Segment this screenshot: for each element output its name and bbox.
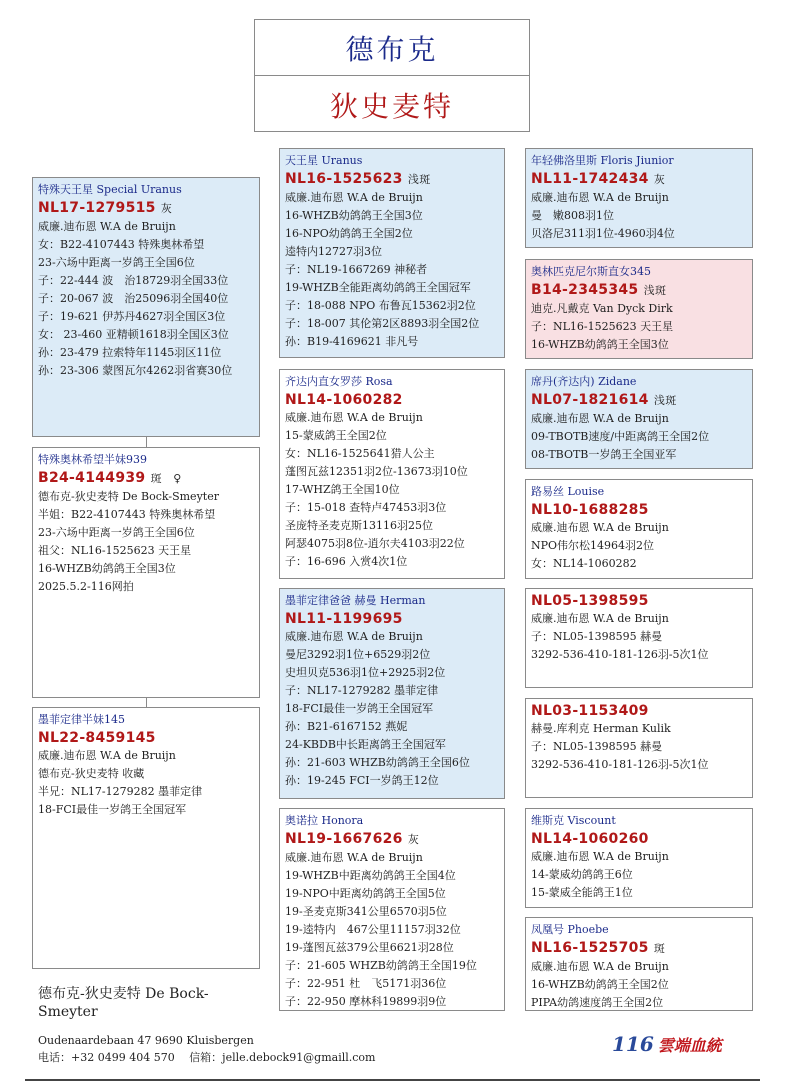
card-line: 威廉.迪布恩 W.A de Bruijn <box>38 220 176 233</box>
card-line: 24-KBDB中长距离鸽王全国冠军 <box>285 738 446 751</box>
logo-number: 116 <box>612 1032 654 1056</box>
card-line: 祖父：NL16-1525623 天王星 <box>38 544 192 557</box>
card-line: 威廉.迪布恩 W.A de Bruijn <box>285 630 423 643</box>
card-line: 威廉.迪布恩 W.A de Bruijn <box>531 191 669 204</box>
feather-color: 浅斑 <box>653 394 677 407</box>
card-title: 奥林匹克尼尔斯直女345 <box>531 265 651 278</box>
card-line: 史坦贝克536羽1位+2925羽2位 <box>285 666 446 679</box>
ring-text: NL14-1060282 <box>285 392 403 408</box>
card-line: 子：22-951 杜 飞5171羽36位 <box>285 977 447 990</box>
card-line: 女：NL14-1060282 <box>531 557 637 570</box>
card-line: 19-圣麦克斯341公里6570羽5位 <box>285 905 447 918</box>
card-line: 赫曼.库利克 Herman Kulik <box>531 722 671 735</box>
ring-text: B14-2345345 <box>531 282 639 298</box>
card-title: 特殊天王星 Special Uranus <box>38 183 182 196</box>
card-title: 墨菲定律爸爸 赫曼 Herman <box>285 594 426 607</box>
ring-number <box>531 939 747 958</box>
card-line: 孙：23-479 拉索特年1145羽区11位 <box>38 346 222 359</box>
pigeon-card-sire <box>279 148 505 358</box>
card-line: 子：19-621 伊苏丹4627羽全国区3位 <box>38 310 226 323</box>
header-line1: 德布克 <box>255 20 529 76</box>
card-line: 孙：23-306 蒙图瓦尔4262羽省赛30位 <box>38 364 233 377</box>
card-line: 子：15-018 查特卢47453羽3位 <box>285 501 447 514</box>
pigeon-card-zidane <box>525 369 753 469</box>
ring-text: NL03-1153409 <box>531 703 649 719</box>
feather-color: 浅斑 <box>643 284 667 297</box>
ring-text: NL11-1742434 <box>531 171 649 187</box>
card-title: 特殊奥林希望半妹939 <box>38 453 147 466</box>
card-line: 子：NL16-1525623 天王星 <box>531 320 674 333</box>
ring-text: NL14-1060260 <box>531 831 649 847</box>
pigeon-card-nl03 <box>525 698 753 798</box>
feather-color: 灰 <box>653 173 666 186</box>
card-line: 16-WHZB幼鸽鸽王全国2位 <box>531 978 669 991</box>
pigeon-card-floris <box>525 148 753 248</box>
connector-line <box>146 698 147 707</box>
ring-number <box>285 610 499 628</box>
ring-text: NL17-1279515 <box>38 200 156 216</box>
card-line: 蓬图瓦兹12351羽2位-13673羽10位 <box>285 465 468 478</box>
feather-color: 斑 ♀ <box>150 472 182 485</box>
card-line: 女： 23-460 亚精顿1618羽全国区3位 <box>38 328 229 341</box>
feather-color: 斑 <box>653 942 666 955</box>
card-line: 曼 嫩808羽1位 <box>531 209 614 222</box>
card-title: 维斯克 Viscount <box>531 814 616 827</box>
ring-text: NL22-8459145 <box>38 730 156 746</box>
card-line: 威廉.迪布恩 W.A de Bruijn <box>531 850 669 863</box>
card-line: 孙：B21-6167152 燕妮 <box>285 720 408 733</box>
ring-number <box>531 501 747 519</box>
card-line: 23-六场中距离一岁鸽王全国6位 <box>38 526 195 539</box>
card-line: 19-蓬图瓦兹379公里6621羽28位 <box>285 941 454 954</box>
feather-color: 浅斑 <box>407 173 431 186</box>
card-line: 23-六场中距离一岁鸽王全国6位 <box>38 256 195 269</box>
site-logo <box>612 1031 722 1057</box>
card-line: 威廉.迪布恩 W.A de Bruijn <box>38 749 176 762</box>
card-line: 09-TBOTB速度/中距离鸽王全国2位 <box>531 430 710 443</box>
card-line: 威廉.迪布恩 W.A de Bruijn <box>531 960 669 973</box>
pigeon-card-viscount <box>525 808 753 908</box>
card-line: 威廉.迪布恩 W.A de Bruijn <box>285 851 423 864</box>
ring-text: NL10-1688285 <box>531 502 649 518</box>
ring-number <box>531 170 747 189</box>
pigeon-card-sibling-145 <box>32 707 260 969</box>
ring-number <box>531 830 747 848</box>
pigeon-card-honora <box>279 808 505 1011</box>
card-line: 15-蒙威鸽王全国2位 <box>285 429 387 442</box>
ring-number <box>531 592 747 610</box>
card-line: 女：NL16-1525641猎人公主 <box>285 447 435 460</box>
card-line: 曼尼3292羽1位+6529羽2位 <box>285 648 431 661</box>
card-line: 德布克-狄史麦特 De Bock-Smeyter <box>38 490 219 503</box>
card-line: 子：NL17-1279282 墨菲定律 <box>285 684 439 697</box>
card-line: 3292-536-410-181-126羽-5次1位 <box>531 648 709 661</box>
ring-number <box>38 469 254 488</box>
card-line: 子：20-067 波 治25096羽全国40位 <box>38 292 229 305</box>
card-line: NPO伟尔松14964羽2位 <box>531 539 655 552</box>
feather-color: 灰 <box>407 833 420 846</box>
card-line: 16-NPO幼鸽鸽王全国2位 <box>285 227 413 240</box>
card-line: 威廉.迪布恩 W.A de Bruijn <box>285 411 423 424</box>
card-line: 子：NL05-1398595 赫曼 <box>531 740 663 753</box>
contact-text: 电话：+32 0499 404 570 信箱：jelle.debock91@gmaill.com <box>38 1051 376 1064</box>
card-line: 威廉.迪布恩 W.A de Bruijn <box>531 612 669 625</box>
card-line: 逵特内12727羽3位 <box>285 245 382 258</box>
breeder-name: 德布克-狄史麦特 De Bock-Smeyter <box>38 986 209 1020</box>
footer-divider <box>25 1079 760 1081</box>
ring-number <box>38 729 254 747</box>
card-title: 路易丝 Louise <box>531 485 605 498</box>
ring-number <box>531 702 747 720</box>
card-line: 15-蒙威全能鸽王1位 <box>531 886 633 899</box>
ring-text: B24-4144939 <box>38 470 146 486</box>
card-line: 子：22-950 摩林科19899羽9位 <box>285 995 447 1008</box>
card-title: 天王星 Uranus <box>285 154 363 167</box>
pigeon-card-herman <box>279 588 505 799</box>
address-text: Oudenaardebaan 47 9690 Kluisbergen <box>38 1034 254 1047</box>
ring-text: NL16-1525623 <box>285 171 403 187</box>
pigeon-card-phoebe <box>525 917 753 1011</box>
card-title: 墨菲定律半妹145 <box>38 713 125 726</box>
ring-number <box>285 830 499 849</box>
card-line: 孙：19-245 FCI一岁鸽王12位 <box>285 774 439 787</box>
header-line2: 狄史麦特 <box>329 89 454 123</box>
card-line: 3292-536-410-181-126羽-5次1位 <box>531 758 709 771</box>
card-line: 子：22-444 波 治18729羽全国33位 <box>38 274 229 287</box>
card-line: 17-WHZ鸽王全国10位 <box>285 483 400 496</box>
card-line: 阿瑟4075羽8位-逍尔夫4103羽22位 <box>285 537 465 550</box>
ring-number <box>285 170 499 189</box>
ring-text: NL07-1821614 <box>531 392 649 408</box>
ring-text: NL11-1199695 <box>285 611 403 627</box>
pigeon-card-dam <box>279 369 505 579</box>
pigeon-card-subject <box>32 177 260 437</box>
ring-number <box>285 391 499 409</box>
card-title: 奥诺拉 Honora <box>285 814 364 827</box>
card-line: 08-TBOTB一岁鸽王全国亚军 <box>531 448 677 461</box>
pigeon-card-dirk <box>525 259 753 359</box>
card-line: 女：B22-4107443 特殊奥林希望 <box>38 238 205 251</box>
pigeon-card-louise <box>525 479 753 579</box>
ring-text: NL16-1525705 <box>531 940 649 956</box>
header-title-box <box>254 19 530 132</box>
breeder-contact <box>38 1032 375 1066</box>
card-title: 凤凰号 Phoebe <box>531 923 609 936</box>
ring-number <box>531 281 747 300</box>
card-line: 19-WHZB中距离幼鸽鸽王全国4位 <box>285 869 456 882</box>
card-line: 圣庞特圣麦克斯13116羽25位 <box>285 519 433 532</box>
card-line: 19-WHZB全能距离幼鸽鸽王全国冠军 <box>285 281 471 294</box>
card-line: 18-FCI最佳一岁鸽王全国冠军 <box>38 803 187 816</box>
ring-number <box>38 199 254 218</box>
ring-text: NL19-1667626 <box>285 831 403 847</box>
ring-text: NL05-1398595 <box>531 593 649 609</box>
card-line: 迪克.凡戴克 Van Dyck Dirk <box>531 302 673 315</box>
card-line: PIPA幼鸽速度鸽王全国2位 <box>531 996 664 1009</box>
card-line: 子：18-007 其伦第2区8893羽全国2位 <box>285 317 480 330</box>
card-title: 席丹(齐达内) Zidane <box>531 375 637 388</box>
pigeon-card-nl05 <box>525 588 753 688</box>
card-line: 半兄：NL17-1279282 墨菲定律 <box>38 785 203 798</box>
card-line: 孙：B19-4169621 非凡号 <box>285 335 419 348</box>
card-title: 齐达内直女罗莎 Rosa <box>285 375 393 388</box>
card-line: 19-NPO中距离幼鸽鸽王全国5位 <box>285 887 446 900</box>
card-line: 子：NL05-1398595 赫曼 <box>531 630 663 643</box>
card-line: 威廉.迪布恩 W.A de Bruijn <box>531 521 669 534</box>
card-line: 16-WHZB幼鸽鸽王全国3位 <box>38 562 176 575</box>
logo-text: 雲端血統 <box>657 1035 722 1055</box>
card-line: 半姐：B22-4107443 特殊奥林希望 <box>38 508 216 521</box>
ring-number <box>531 391 747 410</box>
card-line: 2025.5.2-116网拍 <box>38 580 134 593</box>
card-line: 孙：21-603 WHZB幼鸽鸽王全国6位 <box>285 756 470 769</box>
card-line: 子：NL19-1667269 神秘者 <box>285 263 428 276</box>
card-line: 19-逵特内 467公里11157羽32位 <box>285 923 461 936</box>
connector-line <box>146 437 147 447</box>
card-line: 威廉.迪布恩 W.A de Bruijn <box>531 412 669 425</box>
card-line: 16-WHZB幼鸽鸽王全国3位 <box>531 338 669 351</box>
pigeon-card-sibling-939 <box>32 447 260 698</box>
card-line: 16-WHZB幼鸽鸽王全国3位 <box>285 209 423 222</box>
card-line: 18-FCI最佳一岁鸽王全国冠军 <box>285 702 434 715</box>
card-line: 贝洛尼311羽1位-4960羽4位 <box>531 227 675 240</box>
card-line: 德布克-狄史麦特 收藏 <box>38 767 145 780</box>
card-line: 子：16-696 入赏4次1位 <box>285 555 408 568</box>
card-line: 威廉.迪布恩 W.A de Bruijn <box>285 191 423 204</box>
card-line: 子：21-605 WHZB幼鸽鸽王全国19位 <box>285 959 477 972</box>
feather-color: 灰 <box>160 202 173 215</box>
card-line: 子：18-088 NPO 布鲁瓦15362羽2位 <box>285 299 476 312</box>
card-line: 14-蒙威幼鸽鸽王6位 <box>531 868 633 881</box>
card-title: 年轻佛洛里斯 Floris Jiunior <box>531 154 674 167</box>
